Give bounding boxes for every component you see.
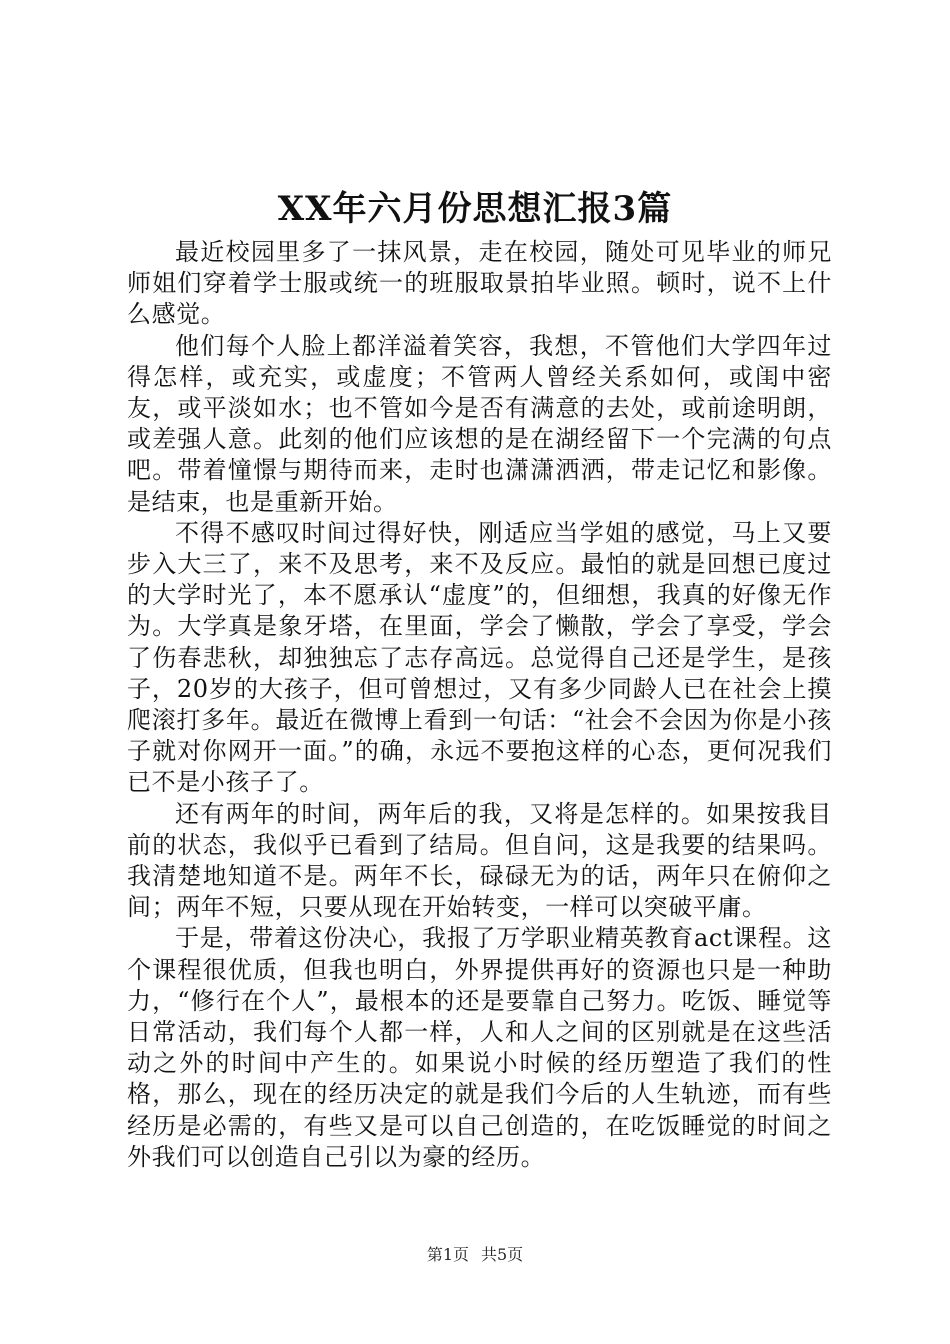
page-footer [0, 1243, 950, 1267]
paragraph: 不得不感叹时间过得好快，刚适应当学姐的感觉，马上又要步入大三了，来不及思考，来不及反应。最怕的就是回想已度过的大学时光了，本不愿承认“虚度”的，但细想，我真的好像无作为。大学真是象牙塔，在里面，学会了懒散，学会了享受，学会了伤春悲秋，却独独忘了志存高远。总觉得自己还是学生，是孩子，20岁的大孩子，但可曾想过，又有多少同龄人已在社会上摸爬滚打多年。最近在微博上看到一句话：“社会不会因为你是小孩子就对你网开一面。”的确，永远不要抱这样的心态，更何况我们已不是小孩子了。 [127, 518, 832, 797]
page-total: 共5页 [481, 1245, 524, 1264]
paragraph: 他们每个人脸上都洋溢着笑容，我想，不管他们大学四年过得怎样，或充实，或虚度；不管两人曾经关系如何，或闺中密友，或平淡如水；也不管如今是否有满意的去处，或前途明朗，或差强人意。此刻的他们应该想的是在湖经留下一个完满的句点吧。带着憧憬与期待而来，走时也潇潇洒洒，带走记忆和影像。是结束，也是重新开始。 [127, 331, 832, 516]
paragraph: 还有两年的时间，两年后的我，又将是怎样的。如果按我目前的状态，我似乎已看到了结局。但自问，这是我要的结果吗。我清楚地知道不是。两年不长，碌碌无为的话，两年只在俯仰之间；两年不短，只要从现在开始转变，一样可以突破平庸。 [127, 799, 832, 922]
paragraph: 于是，带着这份决心，我报了万学职业精英教育act课程。这个课程很优质，但我也明白，外界提供再好的资源也只是一种助力，“修行在个人”，最根本的还是要靠自己努力。吃饭、睡觉等日常活动，我们每个人都一样，人和人之间的区别就是在这些活动之外的时间中产生的。如果说小时候的经历塑造了我们的性格，那么，现在的经历决定的就是我们今后的人生轨迹，而有些经历是必需的，有些又是可以自己创造的，在吃饭睡觉的时间之外我们可以创造自己引以为豪的经历。 [127, 924, 832, 1171]
page-number: 第1页 [426, 1245, 469, 1264]
document-title: XX年六月份思想汇报3篇 [277, 189, 673, 229]
document-body [127, 237, 832, 1173]
paragraph: 最近校园里多了一抹风景，走在校园，随处可见毕业的师兄师姐们穿着学士服或统一的班服取景拍毕业照。顿时，说不上什么感觉。 [127, 238, 832, 329]
